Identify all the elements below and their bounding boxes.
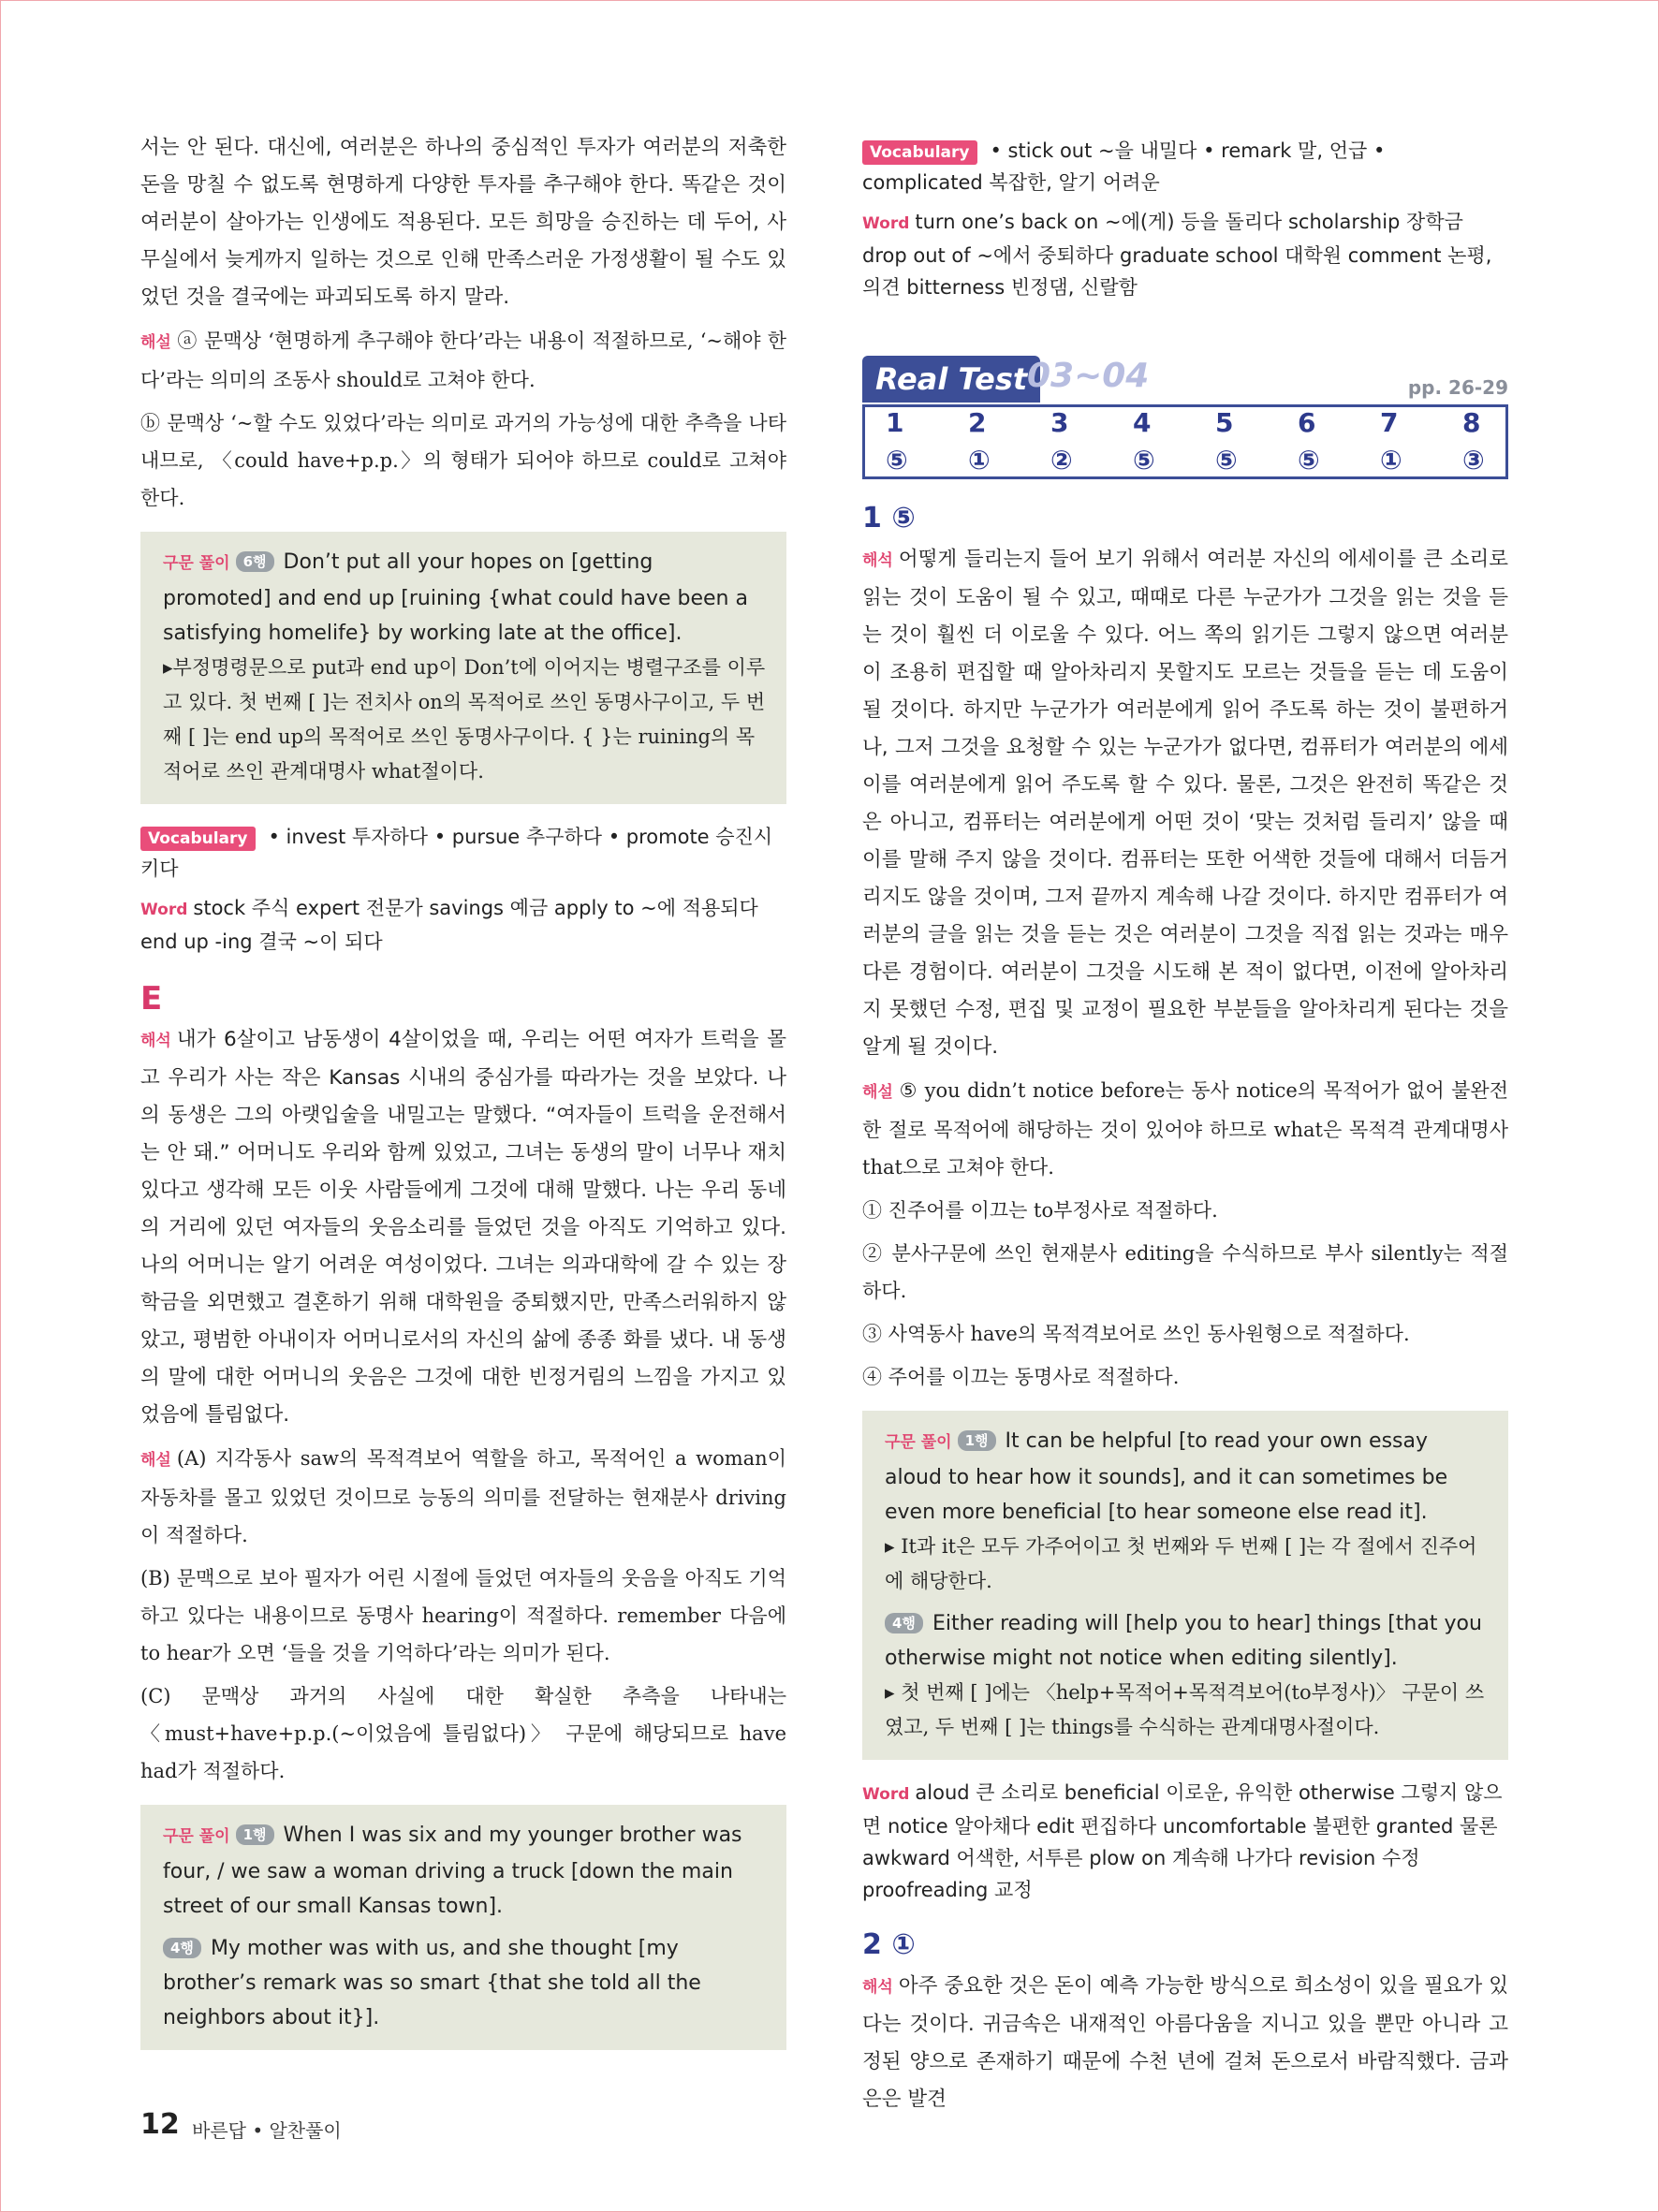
answer-4: 4 ⑤ — [1133, 407, 1155, 476]
word-text: aloud 큰 소리로 beneficial 이로운, 유익한 otherwise 그렇지 않으면 notice 알아채다 edit 편집하다 uncomfortable 불편한 granted 물론 awkward 어색한, 서투른 plow on 계속해 나가다 revision 수정 proofreading 교정 — [862, 1781, 1503, 1901]
haeseok-tag: 해석 — [862, 551, 893, 570]
word-tag: Word — [862, 1785, 910, 1804]
q1-explanation-2: ① 진주어를 이끄는 to부정사로 적절하다. — [862, 1199, 1218, 1222]
vocabulary-text: • invest 투자하다 • pursue 추구하다 • promote 승진시키다 — [140, 826, 773, 880]
syntax-box-1 — [140, 532, 786, 804]
haeseol-tag: 해설 — [862, 1083, 893, 1102]
haeseol-tag: 해설 — [140, 1451, 171, 1470]
question-1-number: 1 ⑤ — [862, 502, 916, 535]
answer-key — [862, 404, 1508, 479]
real-test-range: 03~04 — [1027, 357, 1150, 395]
haeseok-tag: 해석 — [140, 1032, 171, 1050]
answer-6: 6 ⑤ — [1298, 407, 1320, 476]
e-explanation-b: (B) 문맥으로 보아 필자가 어린 시절에 들었던 여자들의 웃음을 아직도 기억하고 있다는 내용이므로 동명사 hearing이 적절하다. remember 다음에 to hear가 오면 ‘들을 것을 기억하다’라는 의미가 된다. — [140, 1567, 786, 1664]
q1-explanation-4: ③ 사역동사 have의 목적격보어로 쓰인 동사원형으로 적절하다. — [862, 1323, 1410, 1345]
vocabulary-line — [862, 135, 1508, 198]
section-letter-e: E — [140, 980, 163, 1018]
vocabulary-tag: Vocabulary — [140, 827, 256, 851]
haeseol-tag: 해설 — [140, 333, 171, 352]
word-line — [862, 206, 1508, 303]
syntax-sentence-2: Either reading will [help you to hear] things [that you otherwise might not notice when editing silently]. — [885, 1612, 1482, 1670]
answer-1: 1 ⑤ — [886, 407, 908, 476]
syntax-sentence-1: When I was six and my younger brother was four, / we saw a woman driving a truck [down the main street of our small Kansas town]. — [163, 1824, 742, 1918]
syntax-explanation-1: ▸ It과 it은 모두 가주어이고 첫 번째와 두 번째 [ ]는 각 절에서 진주어에 해당한다. — [885, 1535, 1477, 1592]
word-line — [862, 1777, 1508, 1906]
vocabulary-tag: Vocabulary — [862, 140, 977, 165]
word-tag: Word — [862, 214, 910, 233]
real-test-title: Real Test — [862, 356, 1040, 403]
word-tag: Word — [140, 901, 188, 919]
answer-7: 7 ① — [1380, 407, 1402, 476]
answer-2: 2 ① — [968, 407, 991, 476]
line-badge: 1행 — [958, 1430, 996, 1451]
answer-3: 3 ② — [1050, 407, 1073, 476]
e-explanation-a-text: (A) 지각동사 saw의 목적격보어 역할을 하고, 목적어인 a woman이 자동차를 몰고 있었던 것이므로 능동의 의미를 전달하는 현재분사 driving이 적절하다. — [140, 1447, 786, 1546]
question-2-number: 2 ① — [862, 1928, 916, 1961]
q2-translation-text: 아주 중요한 것은 돈이 예측 가능한 방식으로 희소성이 있을 필요가 있다는 것이다. 귀금속은 내재적인 아름다움을 지니고 있을 뿐만 아니라 고정된 양으로 존재하기 때문에 수천 년에 걸쳐 돈으로서 바람직했다. 금과 은은 발견 — [862, 1974, 1508, 2111]
syntax-explanation-2: ▸ 첫 번째 [ ]에는 〈help+목적어+목적격보어(to부정사)〉 구문이 쓰였고, 두 번째 [ ]는 things를 수식하는 관계대명사절이다. — [885, 1681, 1485, 1738]
e-translation-text: 내가 6살이고 남동생이 4살이었을 때, 우리는 어떤 여자가 트럭을 몰고 우리가 사는 작은 Kansas 시내의 중심가를 따라가는 것을 보았다. 나의 동생은 그의 아랫입술을 내밀고는 말했다. “여자들이 트럭을 운전해서는 안 돼.” 어머니도 우리와 함께 있었고, 그녀는 동생의 말이 너무나 재치 있다고 생각해 모든 이웃 사람들에게 그것에 대해 말했다. 나는 우리 동네의 거리에 있던 여자들의 웃음소리를 들었던 것을 아직도 기억하고 있다. 나의 어머니는 알기 어려운 여성이었다. 그녀는 의과대학에 갈 수 있는 장학금을 외면했고 결혼하기 위해 대학원을 중퇴했지만, 만족스러워하지 않았고, 평범한 아내이자 어머니로서의 자신의 삶에 종종 화를 냈다. 내 동생의 말에 대한 어머니의 웃음은 그것에 대한 빈정거림의 느낌을 가지고 있었음에 틀림없다. — [140, 1028, 786, 1427]
answer-5: 5 ⑤ — [1215, 407, 1238, 476]
word-text: stock 주식 expert 전문가 savings 예금 apply to ~에 적용되다 end up -ing 결국 ~이 되다 — [140, 897, 758, 953]
e-explanation-c: (C) 문맥상 과거의 사실에 대한 확실한 추측을 나타내는 〈must+have+p.p.(~이었음에 틀림없다)〉 구문에 해당되므로 have had가 적절하다. — [140, 1685, 786, 1782]
syntax-sentence-1: It can be helpful [to read your own essay aloud to hear how it sounds], and it can sometimes be even more beneficial [to hear someone else read it]. — [885, 1429, 1448, 1524]
syntax-box-2 — [140, 1805, 786, 2050]
syntax-explanation: ▸부정명령문으로 put과 end up이 Don’t에 이어지는 병렬구조를 이루고 있다. 첫 번째 [ ]는 전치사 on의 목적어로 쓰인 동명사구이고, 두 번째 [ ]는 end up의 목적어로 쓰인 동명사구이다. { }는 ruining의 목적어로 쓰인 관계대명사 what절이다. — [163, 656, 766, 783]
word-text: turn one’s back on ~에(게) 등을 돌리다 scholarship 장학금 drop out of ~에서 중퇴하다 graduate school 대학원 comment 논평, 의견 bitterness 빈정댐, 신랄함 — [862, 211, 1492, 299]
q1-explanation-5: ④ 주어를 이끄는 동명사로 적절하다. — [862, 1366, 1180, 1388]
vocabulary-line — [140, 821, 786, 885]
line-badge: 4행 — [885, 1613, 923, 1633]
explanation-a-text: ⓐ 문맥상 ‘현명하게 추구해야 한다’라는 내용이 적절하므로, ‘~해야 한다’라는 의미의 조동사 should로 고쳐야 한다. — [140, 330, 786, 391]
intro-translation: 서는 안 된다. 대신에, 여러분은 하나의 중심적인 투자가 여러분의 저축한 돈을 망칠 수 없도록 현명하게 다양한 투자를 추구해야 한다. 똑같은 것이 여러분이 살아가는 인생에도 적용된다. 모든 희망을 승진하는 데 두어, 사무실에서 늦게까지 일하는 것으로 인해 만족스러운 가정생활이 될 수도 있었던 것을 결국에는 파괴되도록 하지 말라. — [140, 136, 786, 309]
explanation-a — [140, 322, 786, 399]
real-test-header — [862, 356, 1508, 404]
page-number: 12 — [140, 2108, 180, 2141]
syntax-tag: 구문 풀이 — [163, 554, 230, 573]
q1-explanation-1-text: ⑤ you didn’t notice before는 동사 notice의 목적어가 없어 불완전한 절로 목적어에 해당하는 것이 있어야 하므로 what은 목적격 관계대명사 that으로 고쳐야 한다. — [862, 1079, 1508, 1179]
line-badge: 4행 — [163, 1938, 201, 1958]
left-column — [140, 129, 786, 2067]
vocabulary-text: • stick out ~을 내밀다 • remark 말, 언급 • complicated 복잡한, 알기 어려운 — [862, 139, 1386, 194]
q2-translation — [862, 1968, 1508, 2118]
q1-explanation-3: ② 분사구문에 쓰인 현재분사 editing을 수식하므로 부사 silently는 적절하다. — [862, 1242, 1508, 1302]
syntax-sentence-2: My mother was with us, and she thought [my brother’s remark was so smart {that she told all the neighbors about it}]. — [163, 1937, 701, 2029]
q1-translation-text: 어떻게 들리는지 들어 보기 위해서 여러분 자신의 에세이를 큰 소리로 읽는 것이 도움이 될 수 있고, 때때로 다른 누군가가 그것을 읽는 것을 듣는 것이 훨씬 더 이로울 수 있다. 어느 쪽의 읽기든 그렇지 않으면 여러분이 조용히 편집할 때 알아차리지 못할지도 모르는 것들을 듣는 데 도움이 될 것이다. 하지만 누군가가 여러분에게 읽어 주도록 하는 것이 불편하거나, 그저 그것을 요청할 수 있는 누군가가 없다면, 컴퓨터가 여러분의 에세이를 여러분에게 읽어 주도록 할 수 있다. 물론, 그것은 완전히 똑같은 것은 아니고, 컴퓨터는 여러분에게 어떤 것이 ‘맞는 것처럼 들리지’ 않을 때 이를 말해 주지 않을 것이다. 컴퓨터는 또한 어색한 것들에 대해서 더듬거리지도 않을 것이며, 그저 끝까지 계속해 나갈 것이다. 하지만 컴퓨터가 여러분의 글을 읽는 것을 듣는 것은 여러분이 그것을 직접 읽는 것과는 매우 다른 경험이다. 여러분이 그것을 시도해 본 적이 없다면, 이전에 알아차리지 못했던 수정, 편집 및 교정이 필요한 부분들을 알아차리게 된다는 것을 알게 될 것이다. — [862, 548, 1508, 1059]
real-test-pages: pp. 26-29 — [1407, 376, 1508, 399]
syntax-box-3 — [862, 1411, 1508, 1760]
line-badge: 1행 — [236, 1824, 274, 1845]
right-column — [862, 129, 1508, 2124]
q1-translation — [862, 541, 1508, 1066]
syntax-tag: 구문 풀이 — [163, 1827, 230, 1846]
syntax-tag: 구문 풀이 — [885, 1433, 952, 1452]
haeseok-tag: 해석 — [862, 1978, 893, 1997]
word-line — [140, 892, 786, 958]
syntax-sentence: Don’t put all your hopes on [getting promoted] and end up [ruining {what could have been a satisfying homelife} by working late at the office]. — [163, 550, 748, 645]
explanation-b: ⓑ 문맥상 ‘~할 수도 있었다’라는 의미로 과거의 가능성에 대한 추측을 나타내므로, 〈could have+p.p.〉의 형태가 되어야 하므로 could로 고쳐야 한다. — [140, 412, 786, 509]
footer-label: 바른답 • 알찬풀이 — [192, 2119, 342, 2142]
answer-8: 8 ③ — [1462, 407, 1485, 476]
e-translation — [140, 1021, 786, 1434]
line-badge: 6행 — [236, 551, 274, 572]
q1-explanation-1 — [862, 1072, 1508, 1186]
e-explanation-a — [140, 1440, 786, 1554]
